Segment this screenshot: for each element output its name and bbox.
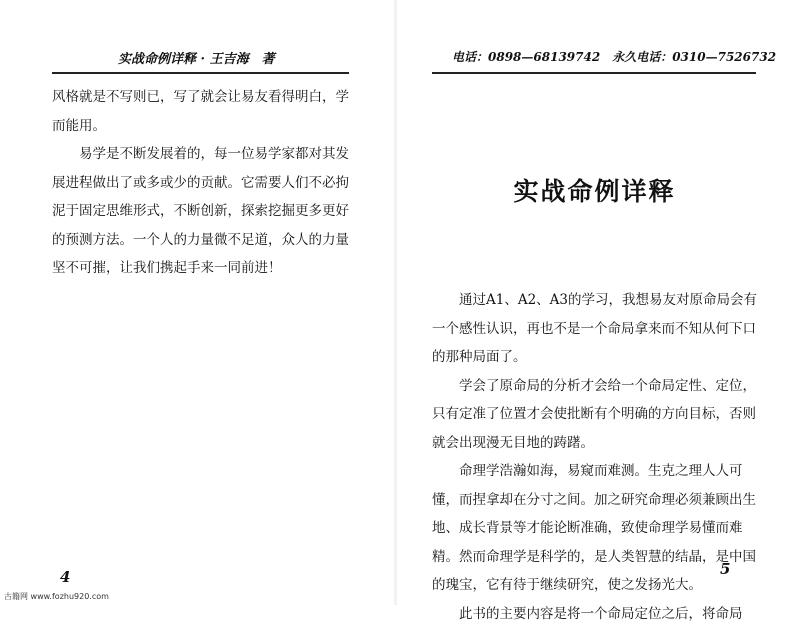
right-page-body — [432, 286, 757, 628]
chapter-title: 实战命例详释 — [396, 172, 793, 208]
footer-watermark: 古籍网 www.fozhu920.com — [4, 591, 109, 602]
right-header-rule — [432, 72, 756, 74]
left-page-body — [52, 83, 357, 283]
right-paragraph-4: 此书的主要内容是将一个命局定位之后，将命局 — [432, 600, 757, 628]
right-page-number: 5 — [720, 560, 730, 578]
right-page — [396, 0, 793, 605]
left-page-header: 实战命例详释 · 王吉海 著 — [118, 48, 275, 67]
right-paragraph-1: 通过A1、A2、A3的学习，我想易友对原命局会有一个感性认识，再也不是一个命局拿来而不知从何下口的那种局面了。 — [432, 286, 757, 372]
right-page-header: 电话：0898—68139742 永久电话：0310—7526732 — [452, 48, 776, 65]
left-page — [0, 0, 396, 605]
right-paragraph-2: 学会了原命局的分析才会给一个命局定性、定位，只有定准了位置才会使批断有个明确的方向目标，否则就会出现漫无目地的踌躇。 — [432, 372, 757, 458]
left-header-rule — [52, 72, 349, 74]
left-page-number: 4 — [60, 568, 70, 586]
left-paragraph-2: 易学是不断发展着的，每一位易学家都对其发展进程做出了或多或少的贡献。它需要人们不必拘泥于固定思维形式，不断创新，探索挖掘更多更好的预测方法。一个人的力量微不足道，众人的力量坚不可摧，让我们携起手来一同前进！ — [52, 140, 357, 283]
right-paragraph-3: 命理学浩瀚如海，易窥而难测。生克之理人人可懂，而捏拿却在分寸之间。加之研究命理必须兼顾出生地、成长背景等才能论断准确，致使命理学易懂而难精。然而命理学是科学的，是人类智慧的结晶，是中国的瑰宝，它有待于继续研究，使之发扬光大。 — [432, 457, 757, 600]
left-paragraph-1: 风格就是不写则已，写了就会让易友看得明白，学而能用。 — [52, 83, 357, 140]
